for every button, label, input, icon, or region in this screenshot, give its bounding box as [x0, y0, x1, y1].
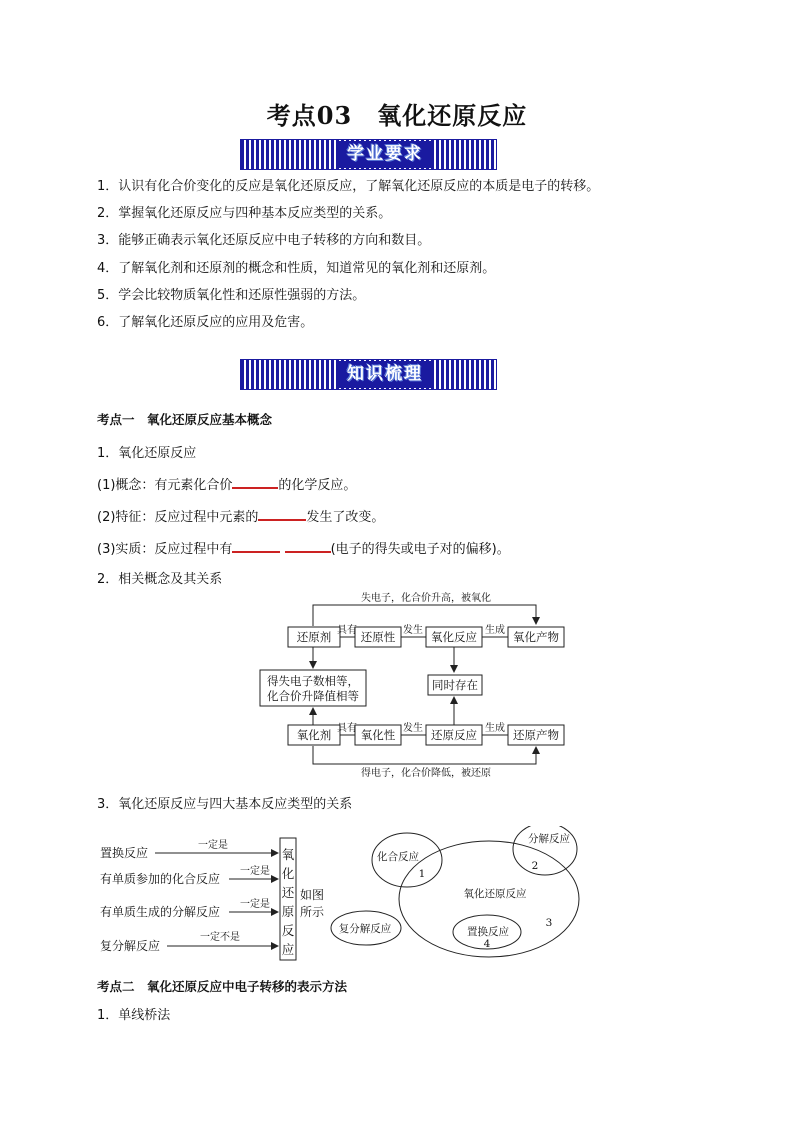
region-number-3: 3: [545, 917, 553, 929]
subheading-redox: 1．氧化还原反应: [97, 446, 197, 461]
knowledge-banner: [240, 359, 497, 390]
row1-link-label-3: 生成: [485, 625, 505, 636]
essence-suffix: (电子的得失或电子对的偏移)。: [330, 542, 510, 557]
feature-line: [97, 506, 384, 525]
note-line-1: 如图: [299, 888, 325, 902]
concept-line: [97, 474, 356, 493]
row1-box-2: 还原性: [360, 630, 396, 644]
box-char-1: 氧: [281, 847, 295, 862]
box-char-3: 还: [281, 885, 295, 900]
combination-label: 化合反应: [377, 851, 419, 863]
concept-relation-diagram: [250, 588, 580, 780]
section-heading-1: 考点一 氧化还原反应基本概念: [97, 412, 273, 427]
arrow-label-2: 一定是: [240, 866, 270, 877]
requirement-item: 5．学会比较物质氧化性和还原性强弱的方法。: [97, 288, 366, 303]
double-decomposition-label: 复分解反应: [338, 923, 392, 935]
concept-prefix: (1)概念：有元素化合价: [97, 478, 233, 493]
arrow-label-1: 一定是: [198, 840, 228, 851]
row3-link-label-2: 发生: [403, 723, 423, 734]
section-heading-2: 考点二 氧化还原反应中电子转移的表示方法: [97, 979, 348, 994]
redox-label: 氧化还原反应: [463, 888, 527, 900]
box-char-5: 反: [281, 923, 295, 938]
concept-suffix: 的化学反应。: [278, 478, 357, 493]
row3-box-4: 还原产物: [513, 728, 559, 742]
row1-box-4: 氧化产物: [513, 630, 559, 644]
subheading-four-types: 3．氧化还原反应与四大基本反应类型的关系: [97, 797, 353, 812]
row3-link-label-1: 具有: [337, 723, 357, 734]
concept-blank[interactable]: [232, 474, 278, 489]
bottom-bracket-arrow: [313, 746, 536, 764]
arrow-label-3: 一定是: [240, 899, 270, 910]
type-item-4: 复分解反应: [100, 939, 161, 953]
feature-suffix: 发生了改变。: [306, 510, 385, 525]
type-item-3: 有单质生成的分解反应: [100, 905, 221, 919]
decomposition-label: 分解反应: [528, 833, 570, 845]
row1-link-label-2: 发生: [403, 625, 423, 636]
equal-line-1: 得失电子数相等，: [267, 674, 359, 688]
displacement-label: 置换反应: [467, 926, 509, 938]
top-bracket-arrow: [313, 605, 536, 626]
box-char-6: 应: [281, 942, 295, 957]
box-char-4: 原: [281, 904, 295, 919]
row3-box-1: 氧化剂: [296, 728, 332, 742]
knowledge-banner-label: 知识梳理: [336, 361, 434, 388]
essence-blank-2[interactable]: [285, 538, 331, 553]
equal-line-2: 化合价升降值相等: [267, 689, 359, 703]
region-number-2: 2: [531, 860, 539, 872]
type-item-2: 有单质参加的化合反应: [100, 872, 221, 886]
requirements-banner-label: 学业要求: [336, 141, 434, 168]
essence-prefix: (3)实质：反应过程中有: [97, 542, 233, 557]
requirement-item: 4．了解氧化剂和还原剂的概念和性质，知道常见的氧化剂和还原剂。: [97, 261, 496, 276]
requirements-banner: [240, 139, 497, 170]
feature-blank[interactable]: [258, 506, 306, 521]
note-line-2: 所示: [299, 905, 325, 919]
box-char-2: 化: [281, 866, 295, 881]
four-types-relation-diagram: [95, 826, 605, 968]
row3-link-label-3: 生成: [485, 723, 505, 734]
bottom-label: 得电子，化合价降低，被还原: [361, 768, 491, 779]
requirement-item: 2．掌握氧化还原反应与四种基本反应类型的关系。: [97, 206, 392, 221]
row3-box-3: 还原反应: [431, 728, 477, 742]
feature-prefix: (2)特征：反应过程中元素的: [97, 510, 259, 525]
subheading-single-bridge: 1．单线桥法: [97, 1008, 171, 1023]
row3-box-2: 氧化性: [360, 728, 396, 742]
requirement-item: 3．能够正确表示氧化还原反应中电子转移的方向和数目。: [97, 233, 431, 248]
subheading-concepts: 2．相关概念及其关系: [97, 572, 223, 587]
coexist-label: 同时存在: [432, 678, 478, 692]
essence-blank-1[interactable]: [232, 538, 280, 553]
top-label: 失电子，化合价升高，被氧化: [361, 593, 491, 604]
requirement-item: 6．了解氧化还原反应的应用及危害。: [97, 315, 314, 330]
requirement-item: 1．认识有化合价变化的反应是氧化还原反应，了解氧化还原反应的本质是电子的转移。: [97, 179, 600, 194]
arrow-label-4: 一定不是: [200, 932, 240, 943]
essence-line: [97, 538, 510, 557]
page-title: 考点03 氧化还原反应: [266, 101, 528, 130]
type-item-1: 置换反应: [100, 846, 149, 860]
region-number-4: 4: [483, 938, 491, 950]
row1-link-label-1: 具有: [337, 625, 357, 636]
row1-box-1: 还原剂: [296, 630, 332, 644]
region-number-1: 1: [418, 868, 426, 880]
row1-box-3: 氧化反应: [431, 630, 477, 644]
